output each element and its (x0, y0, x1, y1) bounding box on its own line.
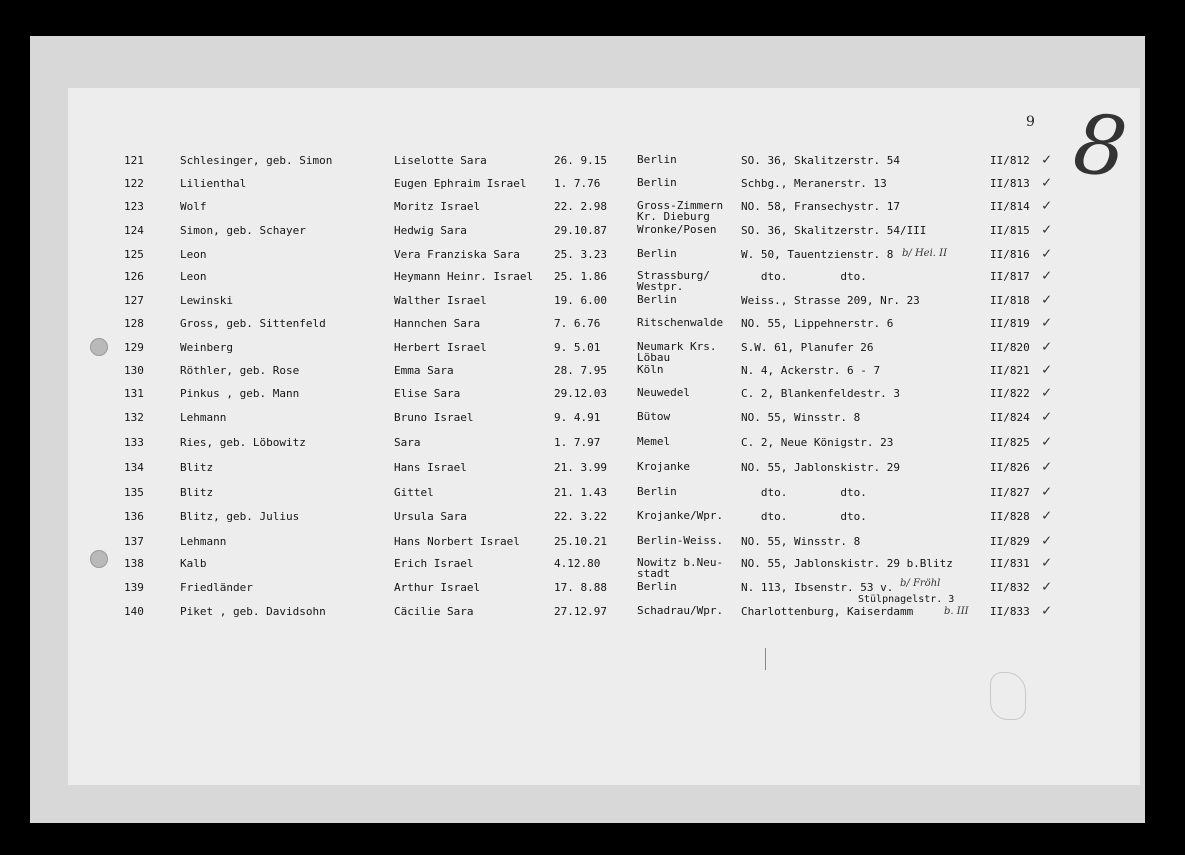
record-surname: Friedländer (180, 581, 253, 594)
record-birth-place: Neumark Krs. Löbau (637, 340, 717, 364)
checkmark-icon: ✓ (1042, 220, 1052, 238)
record-address: dto. dto. (741, 270, 867, 283)
record-number: 137 (124, 535, 144, 548)
record-given-name: Hans Norbert Israel (394, 535, 520, 548)
pencil-mark (765, 648, 766, 670)
checkmark-icon: ✓ (1042, 506, 1052, 524)
checkmark-icon: ✓ (1042, 244, 1052, 262)
record-surname: Ries, geb. Löbowitz (180, 436, 306, 449)
record-address: W. 50, Tauentzienstr. 8 (741, 248, 894, 261)
record-address: NO. 58, Fransechystr. 17 (741, 200, 900, 213)
record-birth-place: Berlin (637, 580, 677, 593)
record-birth-place: Bütow (637, 410, 671, 423)
record-number: 133 (124, 436, 144, 449)
handwritten-margin-mark: 8 (1069, 96, 1132, 197)
checkmark-icon: ✓ (1042, 577, 1052, 595)
record-number: 131 (124, 387, 144, 400)
record-birth-date: 25. 3.23 (554, 248, 607, 261)
record-reference: II/818 (990, 294, 1030, 307)
record-row (0, 337, 1185, 364)
record-reference: II/832 (990, 581, 1030, 594)
record-birth-date: 29.10.87 (554, 224, 607, 237)
record-row (0, 601, 1185, 627)
record-birth-date: 27.12.97 (554, 605, 607, 618)
record-row (0, 506, 1185, 532)
record-reference: II/828 (990, 510, 1030, 523)
record-given-name: Heymann Heinr. Israel (394, 270, 534, 283)
record-address: Charlottenburg, Kaiserdamm (741, 605, 914, 618)
checkmark-icon: ✓ (1042, 266, 1052, 284)
record-address: NO. 55, Winsstr. 8 (741, 411, 861, 424)
record-reference: II/825 (990, 436, 1030, 449)
record-given-name: Herbert Israel (394, 341, 487, 354)
checkmark-icon: ✓ (1042, 173, 1052, 191)
record-reference: II/833 (990, 605, 1030, 618)
record-address: C. 2, Neue Königstr. 23 (741, 436, 894, 449)
record-number: 132 (124, 411, 144, 424)
record-address: dto. dto. (741, 486, 867, 499)
record-given-name: Walther Israel (394, 294, 487, 307)
record-reference: II/819 (990, 317, 1030, 330)
checkmark-icon: ✓ (1042, 290, 1052, 308)
record-birth-place: Gross-Zimmern Kr. Dieburg (637, 199, 724, 223)
record-given-name: Eugen Ephraim Israel (394, 177, 527, 190)
record-birth-place: Schadrau/Wpr. (637, 604, 724, 617)
record-given-name: Moritz Israel (394, 200, 481, 213)
record-reference: II/814 (990, 200, 1030, 213)
record-row (0, 266, 1185, 293)
record-number: 128 (124, 317, 144, 330)
checkmark-icon: ✓ (1042, 482, 1052, 500)
record-address: N. 4, Ackerstr. 6 - 7 (741, 364, 881, 377)
record-reference: II/827 (990, 486, 1030, 499)
record-address: Schbg., Meranerstr. 13 (741, 177, 887, 190)
record-address: dto. dto. (741, 510, 867, 523)
record-birth-place: Berlin (637, 293, 677, 306)
record-surname: Leon (180, 270, 207, 283)
record-row (0, 173, 1185, 199)
record-surname: Blitz, geb. Julius (180, 510, 300, 523)
record-address: SO. 36, Skalitzerstr. 54/III (741, 224, 927, 237)
record-number: 134 (124, 461, 144, 474)
record-reference: II/813 (990, 177, 1030, 190)
record-number: 140 (124, 605, 144, 618)
record-number: 127 (124, 294, 144, 307)
page-number: 9 (1026, 114, 1035, 130)
record-reference: II/821 (990, 364, 1030, 377)
record-birth-date: 25.10.21 (554, 535, 607, 548)
record-row (0, 220, 1185, 246)
record-given-name: Sara (394, 436, 421, 449)
record-reference: II/812 (990, 154, 1030, 167)
record-given-name: Liselotte Sara (394, 154, 487, 167)
record-birth-date: 9. 5.01 (554, 341, 601, 354)
record-row (0, 196, 1185, 223)
record-reference: II/826 (990, 461, 1030, 474)
record-number: 138 (124, 557, 144, 570)
record-row (0, 383, 1185, 409)
checkmark-icon: ✓ (1042, 383, 1052, 401)
record-given-name: Erich Israel (394, 557, 474, 570)
record-number: 139 (124, 581, 144, 594)
record-address: C. 2, Blankenfeldestr. 3 (741, 387, 900, 400)
record-birth-date: 29.12.03 (554, 387, 607, 400)
record-given-name: Cäcilie Sara (394, 605, 474, 618)
checkmark-icon: ✓ (1042, 150, 1052, 168)
record-surname: Lewinski (180, 294, 233, 307)
record-given-name: Gittel (394, 486, 434, 499)
record-address: NO. 55, Jablonskistr. 29 (741, 461, 900, 474)
record-birth-date: 7. 6.76 (554, 317, 601, 330)
faint-stamp-mark (990, 672, 1026, 720)
record-given-name: Bruno Israel (394, 411, 474, 424)
record-address: N. 113, Ibsenstr. 53 v. (741, 581, 894, 594)
record-address: NO. 55, Lippehnerstr. 6 (741, 317, 894, 330)
record-reference: II/824 (990, 411, 1030, 424)
handwritten-note: b/ Fröhl (900, 578, 941, 589)
record-surname: Gross, geb. Sittenfeld (180, 317, 326, 330)
record-birth-date: 4.12.80 (554, 557, 601, 570)
record-reference: II/815 (990, 224, 1030, 237)
record-birth-date: 1. 7.97 (554, 436, 601, 449)
record-birth-place: Nowitz b.Neu- stadt (637, 556, 724, 580)
checkmark-icon: ✓ (1042, 337, 1052, 355)
record-row (0, 290, 1185, 316)
record-reference: II/829 (990, 535, 1030, 548)
record-row (0, 577, 1185, 603)
record-number: 122 (124, 177, 144, 190)
record-number: 136 (124, 510, 144, 523)
record-birth-date: 1. 7.76 (554, 177, 601, 190)
record-row (0, 150, 1185, 176)
record-birth-place: Wronke/Posen (637, 223, 717, 236)
record-row (0, 457, 1185, 483)
typed-correction: Stülpnagelstr. 3 (858, 594, 955, 605)
record-surname: Lehmann (180, 535, 227, 548)
record-number: 129 (124, 341, 144, 354)
record-reference: II/831 (990, 557, 1030, 570)
record-given-name: Hans Israel (394, 461, 467, 474)
record-birth-date: 19. 6.00 (554, 294, 607, 307)
checkmark-icon: ✓ (1042, 601, 1052, 619)
checkmark-icon: ✓ (1042, 407, 1052, 425)
record-birth-date: 21. 3.99 (554, 461, 607, 474)
checkmark-icon: ✓ (1042, 457, 1052, 475)
record-surname: Blitz (180, 461, 214, 474)
record-address: NO. 55, Jablonskistr. 29 b.Blitz (741, 557, 953, 570)
record-birth-place: Berlin (637, 247, 677, 260)
record-address: Weiss., Strasse 209, Nr. 23 (741, 294, 920, 307)
record-address: NO. 55, Winsstr. 8 (741, 535, 861, 548)
record-reference: II/820 (990, 341, 1030, 354)
record-surname: Simon, geb. Schayer (180, 224, 306, 237)
record-birth-date: 25. 1.86 (554, 270, 607, 283)
record-surname: Pinkus , geb. Mann (180, 387, 300, 400)
record-row (0, 531, 1185, 557)
record-birth-date: 22. 2.98 (554, 200, 607, 213)
checkmark-icon: ✓ (1042, 432, 1052, 450)
record-surname: Lilienthal (180, 177, 247, 190)
checkmark-icon: ✓ (1042, 360, 1052, 378)
record-birth-date: 21. 1.43 (554, 486, 607, 499)
record-given-name: Elise Sara (394, 387, 461, 400)
record-number: 126 (124, 270, 144, 283)
record-row (0, 432, 1185, 458)
record-birth-place: Berlin (637, 153, 677, 166)
record-birth-date: 17. 8.88 (554, 581, 607, 594)
record-reference: II/816 (990, 248, 1030, 261)
record-reference: II/822 (990, 387, 1030, 400)
record-given-name: Vera Franziska Sara (394, 248, 520, 261)
record-birth-place: Memel (637, 435, 671, 448)
record-birth-place: Strassburg/ Westpr. (637, 269, 710, 293)
record-number: 125 (124, 248, 144, 261)
record-birth-place: Krojanke (637, 460, 690, 473)
record-surname: Piket , geb. Davidsohn (180, 605, 326, 618)
record-number: 130 (124, 364, 144, 377)
record-birth-place: Köln (637, 363, 664, 376)
record-birth-place: Neuwedel (637, 386, 690, 399)
record-surname: Blitz (180, 486, 214, 499)
record-surname: Schlesinger, geb. Simon (180, 154, 333, 167)
record-surname: Leon (180, 248, 207, 261)
record-address: SO. 36, Skalitzerstr. 54 (741, 154, 900, 167)
record-birth-place: Ritschenwalde (637, 316, 724, 329)
record-given-name: Hedwig Sara (394, 224, 467, 237)
record-given-name: Hannchen Sara (394, 317, 481, 330)
record-number: 124 (124, 224, 144, 237)
record-birth-place: Krojanke/Wpr. (637, 509, 724, 522)
record-given-name: Arthur Israel (394, 581, 481, 594)
record-number: 123 (124, 200, 144, 213)
record-row (0, 244, 1185, 270)
record-number: 135 (124, 486, 144, 499)
handwritten-note: b/ Hei. II (902, 248, 948, 259)
record-birth-place: Berlin-Weiss. (637, 534, 724, 547)
record-surname: Röthler, geb. Rose (180, 364, 300, 377)
handwritten-note: b. III (944, 606, 969, 617)
record-row (0, 313, 1185, 339)
record-birth-date: 28. 7.95 (554, 364, 607, 377)
record-given-name: Emma Sara (394, 364, 454, 377)
record-birth-place: Berlin (637, 485, 677, 498)
record-birth-place: Berlin (637, 176, 677, 189)
record-row (0, 482, 1185, 508)
record-birth-date: 26. 9.15 (554, 154, 607, 167)
checkmark-icon: ✓ (1042, 313, 1052, 331)
record-row (0, 553, 1185, 580)
record-row (0, 407, 1185, 433)
record-surname: Kalb (180, 557, 207, 570)
checkmark-icon: ✓ (1042, 553, 1052, 571)
checkmark-icon: ✓ (1042, 531, 1052, 549)
record-address: S.W. 61, Planufer 26 (741, 341, 874, 354)
record-reference: II/817 (990, 270, 1030, 283)
record-number: 121 (124, 154, 144, 167)
record-surname: Weinberg (180, 341, 233, 354)
record-given-name: Ursula Sara (394, 510, 467, 523)
record-birth-date: 22. 3.22 (554, 510, 607, 523)
record-row (0, 360, 1185, 386)
record-birth-date: 9. 4.91 (554, 411, 601, 424)
checkmark-icon: ✓ (1042, 196, 1052, 214)
record-surname: Lehmann (180, 411, 227, 424)
record-surname: Wolf (180, 200, 207, 213)
